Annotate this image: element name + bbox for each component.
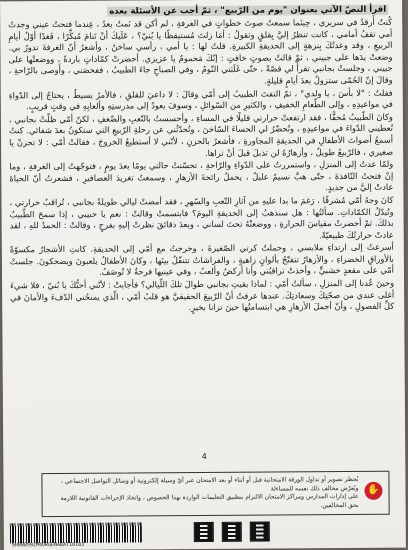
passage-paragraph: أسرعتُ إلى ارتداءِ ملابسي ، وحملتُ كرتي الصّغيرةَ ، وخرجتُ مع أمّي إلى الحديقةِ. كانتِ الأشجارُ مكسوّةً بالأوراقِ الخضراءِ ، والأزهارُ تتفتّحُ بألوانٍ زاهيةٍ ، والفراشاتُ تتنقّلُ بينَها ، وكانَ الأطفالُ يلعبونَ ويضحكونَ. جلستْ أمّي على مقعدٍ خشبيٍّ ، وأخذتْ تراقبُني وأنا أركضُ وألعبُ ، وفي عينيها فرحةٌ لا تُوصَفُ. (9, 241, 395, 278)
warning-line: يُحظر تصوير أو تداول الورقة الامتحانية قبل أو أثناء أو بعد الامتحان عبر أيّ وسيلة إلكترونية أو وسائل التواصل الاجتماعي ، ويُعرّض مخالف ذلك نفسه للمساءلة (60, 475, 359, 493)
warning-text (58, 476, 358, 512)
stop-hand-icon: ✋ (364, 482, 382, 500)
qr-codes (194, 521, 284, 544)
passage-paragraph: وحينَ عُدنا إلى المنزلِ ، سألتُ أمّي : لماذا بقيتِ بجانبي طوالَ تلكَ اللّيالي؟ فأجابتْ : لأنّني أحبُّكَ يا بُنيّ ، فلا شيءَ أغلى عندي من صحّتِكَ وسعادتِكَ. عندها عرفتُ أنّ الرّبيعَ الحقيقيَّ هو قلبُ أمّي ، الّذي يمنحُني الدّفءَ والأمانَ في كلِّ الفصولِ ، وأنّ أجملَ الأزهارِ هي ابتسامتُها حينَ ترانا بخيرٍ. (10, 277, 395, 313)
qr-code-icon (250, 522, 270, 542)
passage-body (8, 17, 394, 317)
warning-footer (41, 471, 389, 517)
page-number: 4 (201, 451, 207, 462)
passage-paragraph: وكانَ الطّبيبُ مُحقًّا ، فقد ارتفعتْ حرارتي قليلًا في المساءِ ، وأحسستُ بالتّعبِ والضّعفِ ، لكنّ أمّي ظلّتْ بجانبي ، تُعطيني الدّواءَ في مواعيدِهِ ، وتُحضّرُ لي الحساءَ السّاخنَ ، وتُحدّثُني عن رحلةِ الرّبيعِ التي ستكونُ بعدَ شفائي. كنتُ أسمعُ أصواتَ الأطفالِ في الحديقةِ المجاورةِ ، فأشعرُ بالحزنِ ، لأنّني لا أستطيعُ الخروجَ ، فقالتْ أمّي : لا تحزنْ يا صغيري ، فالرّبيعُ طويلٌ ، وأزهارُهُ لن تذبلَ قبلَ أنْ تراها. (8, 111, 394, 158)
passage-paragraph: كُنتُ أَرقدُ في سريري ، حِينَما سمعتُ صوتَ خطواتٍ في الغرفةِ ، لم أكن قد نَمتُ بعدُ ، عِندما فتحتُ عيني وجدتُ أمي تقفُ أمامي ، كانت تنظرُ إليَّ بِقلقٍ وتقولُ : أمَا زلتَ مُستيقظًا يا بُنيّ؟ ، عَلَيكَ أنْ تَنامَ مُبكِّرًا ، فَغدًا أوّلُ أيامِ الربيعِ ، وقد وعدتُكَ بِنزهةٍ إلى الحديقةِ الكبيرةِ. قلتُ لها : يا أمي ، رأسي ساخنٌ ، وأشعرُ أنّ الغرفةَ تدورُ بي. وضعتْ يدَها على جبيني ، ثمّ قالتْ بصوتٍ خافتٍ : إنّكَ مَحمومٌ يا عزيزي. أحضرتْ كمّاداتٍ باردةً ، ووضعتْها على جبيني ، وجلستْ بجانبي تقرأُ لي قصّةً ، حتّى غَلَبَني النّومُ ، وفي الصباحِ جاءَ الطبيبُ ، ففحصَني ، وأَوصى بالرّاحةِ ، وقالَ إنّ الحُمّى ستزولُ بعدَ أيامٍ قليلةٍ. (8, 16, 393, 86)
qr-code-icon (222, 522, 242, 542)
barcode-number: SH000592M4ORGENABAT10103 (11, 541, 85, 549)
passage-paragraph: فقلتُ : "لا بأسَ ، يا ولدي" ، ثمّ التفتَ الطبيبُ إلى أمّي وقالَ : لا داعيَ للقلقِ ، فالأمرُ بسيطٌ ، يحتاجُ إلى الدّواءِ في مواعيدِهِ ، وإلى الطّعامِ الخفيفِ ، والكثيرِ من السّوائلِ ، وسوفَ يعودُ إلى مدرستِهِ وألعابِهِ في وقتٍ قريبٍ. (8, 87, 393, 112)
barcode (10, 522, 142, 543)
passage-paragraph: كانَ وجهُ أمّي مُشرقًا ، رَغمَ ما بدا عليهِ من آثارِ التّعبِ والسّهرِ ، فقد أمضتْ ليالي طويلةً بجانبي ، تُراقبُ حرارتي ، وتُبدّلُ الكمّاداتِ. سألتُها : هل سنذهبُ إلى الحديقةِ اليومَ؟ فابتسمتْ وقالتْ : نعم يا حبيبي ، إذا سمحَ الطّبيبُ بذلكَ. ثمّ أحضرتْ مقياسَ الحرارةِ ، ووضعتْهُ تحتَ لساني ، وبعدَ دقائقَ نظرتْ إليهِ بفرحٍ ، وقالتْ : الحمدُ للهِ ، لقد عادتْ حرارتُكَ طبيعيّةً. (9, 194, 394, 240)
passage-paragraph: ولمّا عدتُ إلى المنزلِ ، واستمررتُ على الدّواءِ والرّاحةِ ، تحسّنتْ حالتي يومًا بعدَ يومٍ ، فتوجّهتُ إلى الغرفةِ ، وما إنْ فتحتُ النّافذةَ ، حتّى هبَّ نسيمٌ عليلٌ ، يحملُ رائحةَ الأزهارِ ، وسمعتُ تغريدَ العصافيرِ ، فشعرتُ أنّ الحياةَ عادتْ إليَّ من جديدٍ. (9, 158, 394, 193)
qr-code-icon (194, 522, 214, 542)
instruction-text: اقرأ النصّ الآتي بعنوان "يوم من الرّبيع" ، ثمّ أجب عن الأسئلة بعده (109, 4, 387, 17)
warning-line: على إدارات المدارس ومراكز الامتحان الالتزام بتطبيق التعليمات الواردة بهذا الخصوص ، واتخاذ الإجراءات القانونية اللازمة بحق المخالفين. (60, 493, 359, 509)
